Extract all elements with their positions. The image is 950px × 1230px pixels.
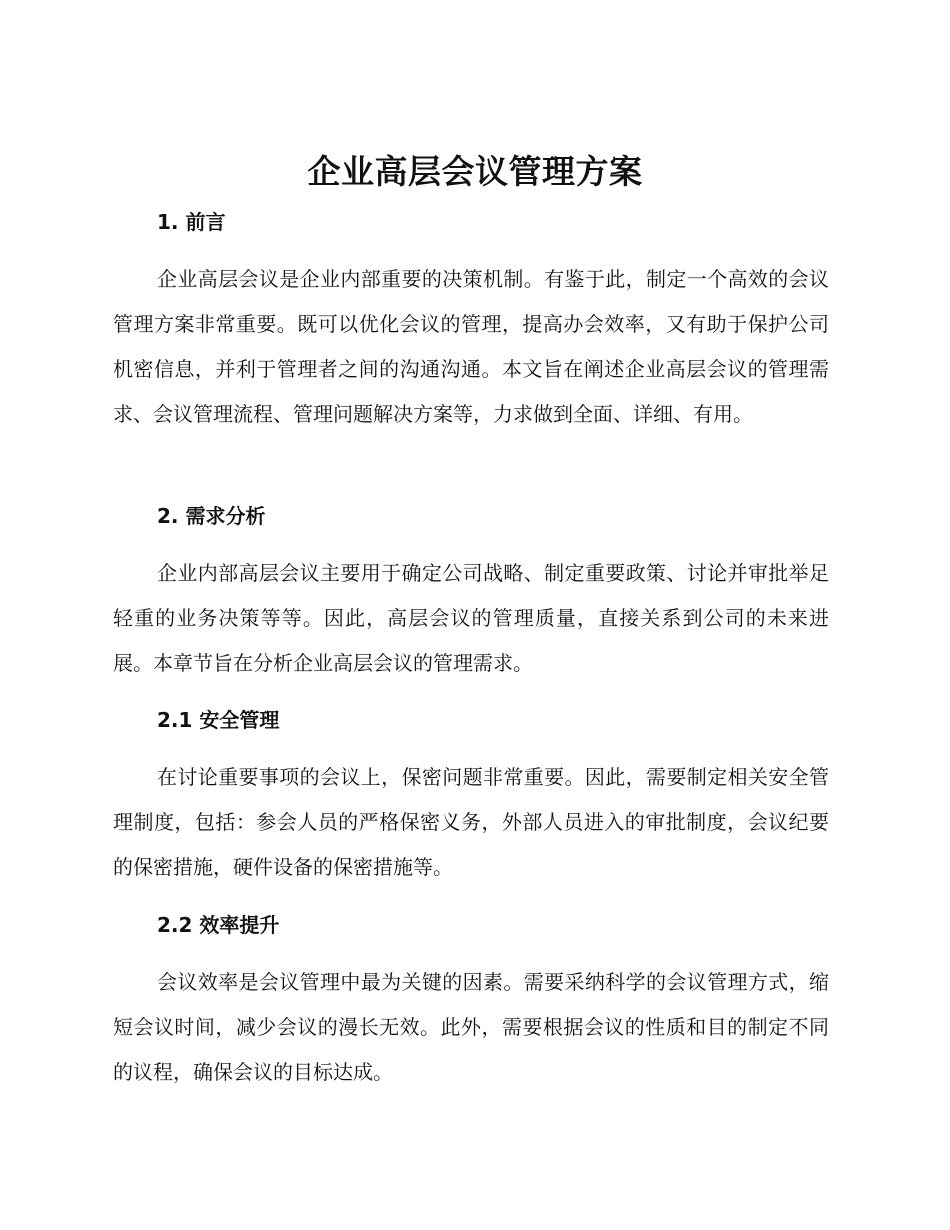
- section-body-preface: 企业高层会议是企业内部重要的决策机制。有鉴于此，制定一个高效的会议管理方案非常重要。既可以优化会议的管理，提高办会效率，又有助于保护公司机密信息，并利于管理者之间的沟通沟通。本文旨在阐述企业高层会议的管理需求、会议管理流程、管理问题解决方案等，力求做到全面、详细、有用。: [113, 267, 829, 426]
- section-body-security: 在讨论重要事项的会议上，保密问题非常重要。因此，需要制定相关安全管理制度，包括：参会人员的严格保密义务，外部人员进入的审批制度，会议纪要的保密措施，硬件设备的保密措施等。: [113, 765, 829, 879]
- section-body-efficiency: 会议效率是会议管理中最为关键的因素。需要采纳科学的会议管理方式，缩短会议时间，减少会议的漫长无效。此外，需要根据会议的性质和目的制定不同的议程，确保会议的目标达成。: [113, 970, 829, 1084]
- section-heading-efficiency: 2.2 效率提升: [157, 913, 280, 937]
- section-heading-requirements: 2. 需求分析: [157, 504, 266, 528]
- section-body-requirements: 企业内部高层会议主要用于确定公司战略、制定重要政策、讨论并审批举足轻重的业务决策等等。因此，高层会议的管理质量，直接关系到公司的未来进展。本章节旨在分析企业高层会议的管理需求。: [113, 561, 829, 675]
- document-title: 企业高层会议管理方案: [307, 152, 643, 191]
- section-heading-security: 2.1 安全管理: [157, 708, 280, 732]
- section-heading-preface: 1. 前言: [157, 210, 226, 234]
